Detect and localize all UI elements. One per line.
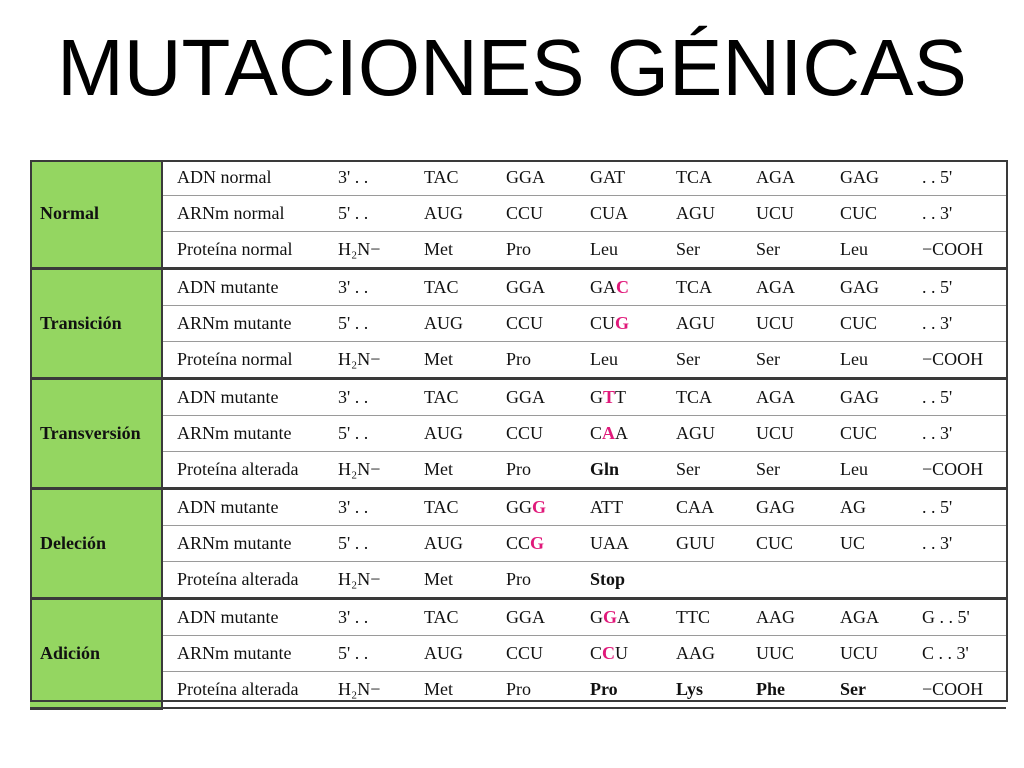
codon-text: GAG bbox=[756, 497, 795, 517]
codon-text: TAC bbox=[424, 277, 459, 297]
codon-cell bbox=[580, 160, 666, 196]
strand-end: −COOH bbox=[912, 232, 1006, 269]
row-label: ADN mutante bbox=[162, 489, 332, 526]
codon-text: UCU bbox=[840, 643, 879, 663]
codon-text: AG bbox=[840, 497, 866, 517]
codon-cell bbox=[746, 232, 830, 269]
codon-text: Lys bbox=[676, 679, 704, 699]
codon-cell bbox=[414, 416, 496, 452]
codon-text: Met bbox=[424, 679, 453, 699]
strand-end: . . 5' bbox=[912, 379, 1006, 416]
codon-text: Pro bbox=[506, 459, 532, 479]
row-label: Proteína alterada bbox=[162, 672, 332, 709]
strand-start: 3' . . bbox=[332, 379, 414, 416]
codon-text: GGA bbox=[506, 607, 545, 627]
codon-cell bbox=[414, 379, 496, 416]
strand-start: 5' . . bbox=[332, 196, 414, 232]
strand-start: H₂N− bbox=[332, 562, 414, 599]
codon-text: AGA bbox=[756, 277, 795, 297]
codon-cell bbox=[746, 672, 830, 709]
codon-cell bbox=[830, 269, 912, 306]
codon-cell bbox=[580, 672, 666, 709]
codon-cell bbox=[666, 416, 746, 452]
codon-cell bbox=[580, 342, 666, 379]
table-row bbox=[30, 636, 1006, 672]
codon-text: Ser bbox=[676, 239, 700, 259]
row-label: ADN mutante bbox=[162, 379, 332, 416]
codon-text: UAA bbox=[590, 533, 629, 553]
codon-cell bbox=[830, 160, 912, 196]
codon-cell bbox=[414, 269, 496, 306]
codon-cell bbox=[830, 636, 912, 672]
codon-cell bbox=[496, 232, 580, 269]
mutated-base: G bbox=[603, 607, 618, 627]
codon-text: TCA bbox=[676, 387, 712, 407]
codon-cell bbox=[414, 562, 496, 599]
codon-cell bbox=[580, 416, 666, 452]
codon-text: TAC bbox=[424, 607, 459, 627]
strand-end: . . 5' bbox=[912, 269, 1006, 306]
codon-cell bbox=[746, 526, 830, 562]
codon-text: Phe bbox=[756, 679, 785, 699]
codon-text: CCU bbox=[506, 203, 544, 223]
strand-start: 5' . . bbox=[332, 306, 414, 342]
codon-text: G bbox=[590, 607, 603, 627]
codon-text: AGA bbox=[756, 387, 795, 407]
codon-text: AGU bbox=[676, 203, 715, 223]
codon-cell bbox=[666, 672, 746, 709]
codon-text: AUG bbox=[424, 643, 463, 663]
codon-text: Met bbox=[424, 349, 453, 369]
codon-text: GGA bbox=[506, 277, 545, 297]
codon-cell bbox=[666, 160, 746, 196]
codon-text: TAC bbox=[424, 387, 459, 407]
codon-cell bbox=[580, 232, 666, 269]
strand-end bbox=[912, 562, 1006, 599]
codon-text: Pro bbox=[506, 239, 532, 259]
mutation-category: Deleción bbox=[30, 489, 162, 599]
codon-text: CUC bbox=[840, 203, 878, 223]
mutated-base: G bbox=[532, 497, 547, 517]
codon-text: UCU bbox=[756, 423, 795, 443]
strand-start: 3' . . bbox=[332, 160, 414, 196]
codon-cell bbox=[496, 160, 580, 196]
codon-cell bbox=[496, 269, 580, 306]
codon-cell bbox=[414, 672, 496, 709]
codon-cell bbox=[746, 342, 830, 379]
codon-cell bbox=[496, 416, 580, 452]
mutated-base: G bbox=[530, 533, 545, 553]
row-label: Proteína alterada bbox=[162, 452, 332, 489]
codon-text: GGA bbox=[506, 167, 545, 187]
codon-text: Stop bbox=[590, 569, 626, 589]
codon-cell bbox=[830, 672, 912, 709]
codon-cell bbox=[414, 160, 496, 196]
codon-text: Pro bbox=[590, 679, 618, 699]
codon-cell bbox=[414, 599, 496, 636]
mutated-base: A bbox=[602, 423, 616, 443]
codon-cell bbox=[830, 526, 912, 562]
table-row bbox=[30, 232, 1006, 269]
codon-text: A bbox=[615, 423, 629, 443]
codon-text: ATT bbox=[590, 497, 623, 517]
codon-text: Ser bbox=[756, 239, 780, 259]
codon-cell bbox=[746, 452, 830, 489]
codon-text: G bbox=[590, 387, 603, 407]
codon-text: AAG bbox=[756, 607, 795, 627]
row-label: ARNm mutante bbox=[162, 526, 332, 562]
codon-text: AGA bbox=[756, 167, 795, 187]
codon-text: A bbox=[617, 607, 631, 627]
codon-cell bbox=[496, 599, 580, 636]
mutation-category: Adición bbox=[30, 599, 162, 709]
codon-text: Leu bbox=[840, 459, 868, 479]
codon-cell bbox=[746, 636, 830, 672]
codon-cell bbox=[496, 196, 580, 232]
codon-text: Gln bbox=[590, 459, 620, 479]
codon-cell bbox=[830, 416, 912, 452]
codon-text: Ser bbox=[756, 459, 780, 479]
strand-start: H₂N− bbox=[332, 342, 414, 379]
codon-cell bbox=[580, 306, 666, 342]
codon-cell bbox=[666, 269, 746, 306]
codon-text: GG bbox=[506, 497, 532, 517]
codon-text: GAT bbox=[590, 167, 625, 187]
codon-cell bbox=[746, 489, 830, 526]
codon-cell bbox=[414, 342, 496, 379]
codon-cell bbox=[746, 196, 830, 232]
codon-cell bbox=[496, 636, 580, 672]
strand-end: . . 3' bbox=[912, 416, 1006, 452]
codon-cell bbox=[830, 599, 912, 636]
table-row bbox=[30, 526, 1006, 562]
codon-cell bbox=[666, 196, 746, 232]
codon-cell bbox=[746, 562, 830, 599]
codon-cell bbox=[830, 232, 912, 269]
row-label: ADN normal bbox=[162, 160, 332, 196]
codon-cell bbox=[414, 636, 496, 672]
codon-text: Met bbox=[424, 459, 453, 479]
codon-cell bbox=[830, 452, 912, 489]
codon-text: AUG bbox=[424, 313, 463, 333]
codon-text: AUG bbox=[424, 533, 463, 553]
table-row bbox=[30, 306, 1006, 342]
codon-text: C bbox=[590, 643, 603, 663]
strand-end: −COOH bbox=[912, 342, 1006, 379]
codon-text: GUU bbox=[676, 533, 715, 553]
codon-text: AAG bbox=[676, 643, 715, 663]
row-label: ARNm mutante bbox=[162, 636, 332, 672]
strand-end: . . 5' bbox=[912, 489, 1006, 526]
mutations-table-wrap bbox=[30, 160, 1006, 700]
codon-cell bbox=[414, 489, 496, 526]
strand-end: . . 3' bbox=[912, 526, 1006, 562]
codon-text: UC bbox=[840, 533, 866, 553]
mutation-category: Transición bbox=[30, 269, 162, 379]
codon-cell bbox=[414, 306, 496, 342]
codon-text: GA bbox=[590, 277, 616, 297]
codon-text: AUG bbox=[424, 423, 463, 443]
codon-text: Pro bbox=[506, 569, 532, 589]
mutations-table bbox=[30, 160, 1006, 710]
table-row bbox=[30, 416, 1006, 452]
codon-cell bbox=[666, 342, 746, 379]
codon-cell bbox=[580, 196, 666, 232]
codon-text: CCU bbox=[506, 643, 544, 663]
codon-text: GAG bbox=[840, 277, 879, 297]
codon-cell bbox=[580, 636, 666, 672]
table-row bbox=[30, 196, 1006, 232]
codon-text: Ser bbox=[756, 349, 780, 369]
mutation-category: Transversión bbox=[30, 379, 162, 489]
codon-text: AUG bbox=[424, 203, 463, 223]
codon-text: C bbox=[590, 423, 603, 443]
strand-end: −COOH bbox=[912, 672, 1006, 709]
codon-cell bbox=[830, 306, 912, 342]
codon-cell bbox=[496, 306, 580, 342]
mutated-base: C bbox=[616, 277, 629, 297]
codon-cell bbox=[666, 232, 746, 269]
codon-text: Ser bbox=[676, 459, 700, 479]
codon-text: GAG bbox=[840, 387, 879, 407]
codon-cell bbox=[746, 599, 830, 636]
row-label: ARNm normal bbox=[162, 196, 332, 232]
mutations-table-body bbox=[30, 160, 1006, 708]
codon-cell bbox=[580, 269, 666, 306]
codon-text: TAC bbox=[424, 497, 459, 517]
codon-cell bbox=[580, 379, 666, 416]
table-row bbox=[30, 562, 1006, 599]
row-label: ADN mutante bbox=[162, 269, 332, 306]
codon-text: Pro bbox=[506, 349, 532, 369]
codon-text: U bbox=[615, 643, 629, 663]
codon-cell bbox=[414, 232, 496, 269]
mutated-base: C bbox=[602, 643, 616, 663]
codon-cell bbox=[746, 416, 830, 452]
table-row bbox=[30, 269, 1006, 306]
strand-end: . . 3' bbox=[912, 196, 1006, 232]
codon-cell bbox=[496, 342, 580, 379]
strand-start: H₂N− bbox=[332, 452, 414, 489]
codon-cell bbox=[830, 379, 912, 416]
codon-text: T bbox=[615, 387, 627, 407]
codon-cell bbox=[580, 526, 666, 562]
strand-end: C . . 3' bbox=[912, 636, 1006, 672]
codon-cell bbox=[666, 452, 746, 489]
codon-text: Leu bbox=[590, 239, 618, 259]
codon-text: GAG bbox=[840, 167, 879, 187]
codon-text: CU bbox=[590, 313, 616, 333]
codon-text: UUC bbox=[756, 643, 795, 663]
row-label: Proteína alterada bbox=[162, 562, 332, 599]
codon-cell bbox=[496, 379, 580, 416]
codon-cell bbox=[746, 160, 830, 196]
table-row bbox=[30, 379, 1006, 416]
table-row bbox=[30, 342, 1006, 379]
codon-cell bbox=[666, 599, 746, 636]
codon-text: UCU bbox=[756, 203, 795, 223]
strand-start: 3' . . bbox=[332, 269, 414, 306]
codon-text: AGU bbox=[676, 313, 715, 333]
codon-cell bbox=[580, 599, 666, 636]
codon-cell bbox=[414, 452, 496, 489]
strand-end: . . 5' bbox=[912, 160, 1006, 196]
codon-text: CCU bbox=[506, 313, 544, 333]
codon-cell bbox=[830, 196, 912, 232]
codon-text: TCA bbox=[676, 167, 712, 187]
codon-text: Leu bbox=[840, 239, 868, 259]
codon-cell bbox=[414, 526, 496, 562]
codon-cell bbox=[746, 379, 830, 416]
codon-cell bbox=[746, 306, 830, 342]
codon-text: Leu bbox=[590, 349, 618, 369]
codon-cell bbox=[666, 306, 746, 342]
codon-cell bbox=[666, 562, 746, 599]
codon-text: CC bbox=[506, 533, 531, 553]
strand-end: −COOH bbox=[912, 452, 1006, 489]
codon-text: Pro bbox=[506, 679, 532, 699]
codon-text: CAA bbox=[676, 497, 715, 517]
codon-cell bbox=[496, 562, 580, 599]
row-label: ADN mutante bbox=[162, 599, 332, 636]
strand-start: 3' . . bbox=[332, 599, 414, 636]
codon-text: Ser bbox=[840, 679, 866, 699]
codon-cell bbox=[830, 489, 912, 526]
table-row bbox=[30, 599, 1006, 636]
codon-text: CUA bbox=[590, 203, 629, 223]
codon-cell bbox=[666, 636, 746, 672]
strand-end: . . 3' bbox=[912, 306, 1006, 342]
row-label: ARNm mutante bbox=[162, 306, 332, 342]
codon-cell bbox=[580, 452, 666, 489]
mutated-base: T bbox=[603, 387, 616, 407]
codon-cell bbox=[746, 269, 830, 306]
mutation-category: Normal bbox=[30, 160, 162, 269]
page-title: MUTACIONES GÉNICAS bbox=[57, 23, 967, 112]
codon-text: Met bbox=[424, 239, 453, 259]
codon-text: TTC bbox=[676, 607, 710, 627]
table-row bbox=[30, 160, 1006, 196]
codon-text: CUC bbox=[840, 313, 878, 333]
strand-end: G . . 5' bbox=[912, 599, 1006, 636]
mutated-base: G bbox=[615, 313, 630, 333]
codon-text: TAC bbox=[424, 167, 459, 187]
codon-cell bbox=[496, 672, 580, 709]
codon-text: Leu bbox=[840, 349, 868, 369]
codon-text: AGA bbox=[840, 607, 879, 627]
codon-cell bbox=[496, 526, 580, 562]
row-label: Proteína normal bbox=[162, 342, 332, 379]
row-label: ARNm mutante bbox=[162, 416, 332, 452]
table-row bbox=[30, 489, 1006, 526]
strand-start: 5' . . bbox=[332, 416, 414, 452]
codon-text: Ser bbox=[676, 349, 700, 369]
strand-start: 5' . . bbox=[332, 636, 414, 672]
codon-text: CUC bbox=[756, 533, 794, 553]
codon-cell bbox=[666, 526, 746, 562]
codon-cell bbox=[666, 379, 746, 416]
strand-start: 5' . . bbox=[332, 526, 414, 562]
codon-text: TCA bbox=[676, 277, 712, 297]
codon-text: CCU bbox=[506, 423, 544, 443]
codon-cell bbox=[580, 562, 666, 599]
strand-start: H₂N− bbox=[332, 232, 414, 269]
codon-cell bbox=[830, 562, 912, 599]
strand-start: H₂N− bbox=[332, 672, 414, 709]
codon-text: UCU bbox=[756, 313, 795, 333]
codon-cell bbox=[496, 452, 580, 489]
codon-cell bbox=[414, 196, 496, 232]
table-row bbox=[30, 672, 1006, 709]
table-row bbox=[30, 452, 1006, 489]
codon-cell bbox=[580, 489, 666, 526]
strand-start: 3' . . bbox=[332, 489, 414, 526]
codon-cell bbox=[666, 489, 746, 526]
codon-cell bbox=[496, 489, 580, 526]
codon-text: CUC bbox=[840, 423, 878, 443]
codon-text: AGU bbox=[676, 423, 715, 443]
row-label: Proteína normal bbox=[162, 232, 332, 269]
codon-text: Met bbox=[424, 569, 453, 589]
codon-cell bbox=[830, 342, 912, 379]
codon-text: GGA bbox=[506, 387, 545, 407]
